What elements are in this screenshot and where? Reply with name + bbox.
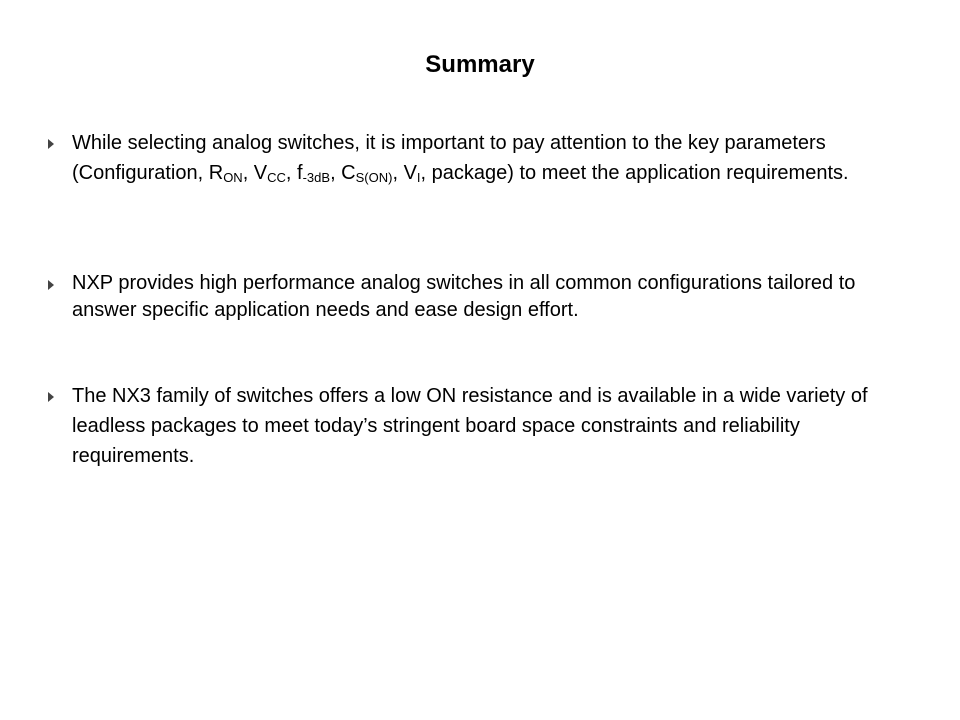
bullet-text-part: , f	[285, 162, 303, 184]
slide-title: Summary	[425, 51, 535, 78]
triangle-bullet-icon	[48, 392, 54, 402]
bullet-text-part: , V	[242, 162, 268, 184]
bullet-text-part: , V	[392, 162, 417, 184]
subscript-s-on: S(ON)	[355, 170, 393, 185]
bullet-text-part: While selecting analog switches, it is important to pay attention to the key parameters (Configuration, R	[72, 132, 826, 184]
bullet-text: The NX3 family of switches offers a low ON resistance and is available in a wide variety of leadless packages to meet today’s stringent board space constraints and reliability requirements.	[72, 385, 868, 467]
bullet-text: NXP provides high performance analog switches in all common configurations tailored to answer specific application needs and ease design effort.	[72, 272, 856, 321]
subscript-i: I	[416, 170, 421, 185]
subscript-on: ON	[223, 170, 243, 185]
triangle-bullet-icon	[48, 139, 54, 149]
bullet-text	[72, 128, 912, 188]
triangle-bullet-icon	[48, 280, 54, 290]
bullet-text-part: , package) to meet the application requirements.	[420, 162, 849, 184]
subscript-3db: -3dB	[302, 170, 331, 185]
bullet-text-part: , C	[330, 162, 356, 184]
subscript-cc: CC	[267, 170, 286, 185]
